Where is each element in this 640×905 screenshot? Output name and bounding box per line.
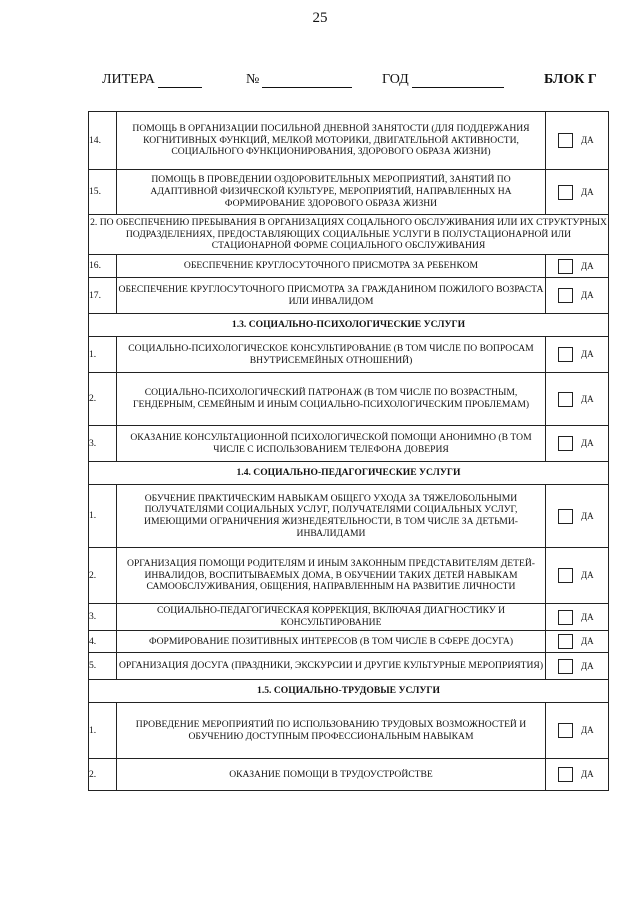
service-row — [89, 373, 609, 426]
year-label: ГОД — [382, 72, 409, 87]
checkbox-group — [546, 568, 608, 583]
yes-label: ДА — [581, 769, 594, 780]
checkbox-cell — [546, 703, 609, 759]
subheading-row — [89, 215, 609, 255]
service-description: ОБЕСПЕЧЕНИЕ КРУГЛОСУТОЧНОГО ПРИСМОТРА ЗА ГРАЖДАНИНОМ ПОЖИЛОГО ВОЗРАСТА ИЛИ ИНВАЛИДОМ — [117, 278, 546, 314]
service-description: ПОМОЩЬ В ПРОВЕДЕНИИ ОЗДОРОВИТЕЛЬНЫХ МЕРОПРИЯТИЙ, ЗАНЯТИЙ ПО АДАПТИВНОЙ ФИЗИЧЕСКОЙ КУЛЬТУРЕ, МЕРОПРИЯТИЙ, НАПРАВЛЕННЫХ НА ФОРМИРОВАНИЕ ЗДОРОВОГО ОБРАЗА ЖИЗНИ — [117, 170, 546, 215]
row-number: 5. — [89, 653, 117, 680]
checkbox-cell — [546, 548, 609, 604]
row-number: 2. — [89, 373, 117, 426]
service-description: ФОРМИРОВАНИЕ ПОЗИТИВНЫХ ИНТЕРЕСОВ (В ТОМ ЧИСЛЕ В СФЕРЕ ДОСУГА) — [117, 631, 546, 653]
row-number: 16. — [89, 255, 117, 278]
yes-label: ДА — [581, 393, 594, 404]
checkbox-group — [546, 288, 608, 303]
row-number: 2. — [89, 759, 117, 791]
service-description: ОРГАНИЗАЦИЯ ПОМОЩИ РОДИТЕЛЯМ И ИНЫМ ЗАКОННЫМ ПРЕДСТАВИТЕЛЯМ ДЕТЕЙ-ИНВАЛИДОВ, ВОСПИТЫВАЕМЫХ ДОМА, В ОБУЧЕНИИ ТАКИХ ДЕТЕЙ НАВЫКАМ САМООБСЛУЖИВАНИЯ, ОБЩЕНИЯ, НАПРАВЛЕННЫМ НА РАЗВИТИЕ ЛИЧНОСТИ — [117, 548, 546, 604]
service-row — [89, 112, 609, 170]
section-title: 1.3. СОЦИАЛЬНО-ПСИХОЛОГИЧЕСКИЕ УСЛУГИ — [89, 314, 609, 337]
yes-label: ДА — [581, 135, 594, 146]
row-number: 14. — [89, 112, 117, 170]
checkbox-group — [546, 509, 608, 524]
yes-label: ДА — [581, 611, 594, 622]
service-description: СОЦИАЛЬНО-ПЕДАГОГИЧЕСКАЯ КОРРЕКЦИЯ, ВКЛЮЧАЯ ДИАГНОСТИКУ И КОНСУЛЬТИРОВАНИЕ — [117, 604, 546, 631]
service-row — [89, 604, 609, 631]
service-row — [89, 653, 609, 680]
yes-checkbox[interactable] — [558, 659, 573, 674]
row-number: 2. — [89, 548, 117, 604]
checkbox-cell — [546, 255, 609, 278]
checkbox-cell — [546, 170, 609, 215]
checkbox-group — [546, 767, 608, 782]
checkbox-cell — [546, 373, 609, 426]
service-description: СОЦИАЛЬНО-ПСИХОЛОГИЧЕСКИЙ ПАТРОНАЖ (В ТОМ ЧИСЛЕ ПО ВОЗРАСТНЫМ, ГЕНДЕРНЫМ, СЕМЕЙНЫМ И ИНЫМ СОЦИАЛЬНО-ПСИХОЛОГИЧЕСКИМ ПРОБЛЕМАМ) — [117, 373, 546, 426]
section-title: 1.5. СОЦИАЛЬНО-ТРУДОВЫЕ УСЛУГИ — [89, 680, 609, 703]
yes-checkbox[interactable] — [558, 767, 573, 782]
service-row — [89, 631, 609, 653]
yes-checkbox[interactable] — [558, 347, 573, 362]
service-row — [89, 703, 609, 759]
checkbox-group — [546, 185, 608, 200]
yes-label: ДА — [581, 660, 594, 671]
subheading-text: 2. ПО ОБЕСПЕЧЕНИЮ ПРЕБЫВАНИЯ В ОРГАНИЗАЦИЯХ СОЦАЛЬНОГО ОБСЛУЖИВАНИЯ ИЛИ ИХ СТРУКТУРНЫХ ПОДРАЗДЕЛЕНИЯХ, ПРЕДОСТАВЛЯЮЩИХ СОЦИАЛЬНЫЕ УСЛУГИ В ПОЛУСТАЦИОНАРНОЙ ИЛИ СТАЦИОНАРНОЙ ФОРМЕ СОЦИАЛЬНОГО ОБСЛУЖИВАНИЯ — [89, 215, 609, 255]
checkbox-cell — [546, 604, 609, 631]
checkbox-cell — [546, 112, 609, 170]
services-table-body — [89, 112, 609, 791]
section-header-row — [89, 462, 609, 485]
row-number: 1. — [89, 485, 117, 548]
section-header-row — [89, 314, 609, 337]
checkbox-cell — [546, 278, 609, 314]
form-header — [94, 72, 600, 94]
yes-checkbox[interactable] — [558, 185, 573, 200]
service-description: ОБЕСПЕЧЕНИЕ КРУГЛОСУТОЧНОГО ПРИСМОТРА ЗА РЕБЕНКОМ — [117, 255, 546, 278]
service-row — [89, 255, 609, 278]
block-label: БЛОК Г — [544, 72, 597, 87]
service-description: ПРОВЕДЕНИЕ МЕРОПРИЯТИЙ ПО ИСПОЛЬЗОВАНИЮ ТРУДОВЫХ ВОЗМОЖНОСТЕЙ И ОБУЧЕНИЮ ДОСТУПНЫМ ПРОФЕССИОНАЛЬНЫМ НАВЫКАМ — [117, 703, 546, 759]
yes-label: ДА — [581, 510, 594, 521]
litera-blank[interactable] — [158, 73, 202, 88]
row-number: 3. — [89, 426, 117, 462]
yes-checkbox[interactable] — [558, 436, 573, 451]
services-table — [88, 111, 609, 791]
checkbox-cell — [546, 485, 609, 548]
row-number: 3. — [89, 604, 117, 631]
yes-checkbox[interactable] — [558, 259, 573, 274]
checkbox-group — [546, 723, 608, 738]
yes-label: ДА — [581, 636, 594, 647]
page-number: 25 — [312, 10, 328, 26]
checkbox-group — [546, 634, 608, 649]
number-label: № — [246, 72, 260, 87]
row-number: 1. — [89, 703, 117, 759]
service-row — [89, 548, 609, 604]
checkbox-cell — [546, 337, 609, 373]
checkbox-group — [546, 347, 608, 362]
service-description: ОРГАНИЗАЦИЯ ДОСУГА (ПРАЗДНИКИ, ЭКСКУРСИИ И ДРУГИЕ КУЛЬТУРНЫЕ МЕРОПРИЯТИЯ) — [117, 653, 546, 680]
checkbox-group — [546, 610, 608, 625]
checkbox-group — [546, 659, 608, 674]
yes-checkbox[interactable] — [558, 392, 573, 407]
service-description: ОКАЗАНИЕ ПОМОЩИ В ТРУДОУСТРОЙСТВЕ — [117, 759, 546, 791]
service-description: ОБУЧЕНИЕ ПРАКТИЧЕСКИМ НАВЫКАМ ОБЩЕГО УХОДА ЗА ТЯЖЕЛОБОЛЬНЫМИ ПОЛУЧАТЕЛЯМИ СОЦИАЛЬНЫХ УСЛУГ, ПОЛУЧАТЕЛЯМИ СОЦИАЛЬНЫХ УСЛУГ, ИМЕЮЩИМИ ОГРАНИЧЕНИЯ ЖИЗНЕДЕЯТЕЛЬНОСТИ, В ТОМ ЧИСЛЕ ЗА ДЕТЬМИ-ИНВАЛИДАМИ — [117, 485, 546, 548]
yes-checkbox[interactable] — [558, 610, 573, 625]
service-row — [89, 759, 609, 791]
service-row — [89, 485, 609, 548]
checkbox-group — [546, 259, 608, 274]
yes-checkbox[interactable] — [558, 133, 573, 148]
yes-checkbox[interactable] — [558, 509, 573, 524]
row-number: 15. — [89, 170, 117, 215]
litera-field — [102, 72, 202, 88]
year-blank[interactable] — [412, 73, 504, 88]
service-row — [89, 170, 609, 215]
yes-checkbox[interactable] — [558, 568, 573, 583]
checkbox-group — [546, 133, 608, 148]
yes-label: ДА — [581, 349, 594, 360]
yes-label: ДА — [581, 438, 594, 449]
service-row — [89, 337, 609, 373]
section-header-row — [89, 680, 609, 703]
service-description: ПОМОЩЬ В ОРГАНИЗАЦИИ ПОСИЛЬНОЙ ДНЕВНОЙ ЗАНЯТОСТИ (ДЛЯ ПОДДЕРЖАНИЯ КОГНИТИВНЫХ ФУНКЦИЙ, МЕЛКОЙ МОТОРИКИ, ДВИГАТЕЛЬНОЙ АКТИВНОСТИ, СОЦИАЛЬНОГО ФУНКЦИОНИРОВАНИЯ, ЗДОРОВОГО ОБРАЗА ЖИЗНИ) — [117, 112, 546, 170]
number-blank[interactable] — [262, 73, 352, 88]
yes-label: ДА — [581, 260, 594, 271]
yes-label: ДА — [581, 290, 594, 301]
service-row — [89, 426, 609, 462]
litera-label: ЛИТЕРА — [102, 72, 155, 87]
yes-label: ДА — [581, 570, 594, 581]
service-description: СОЦИАЛЬНО-ПСИХОЛОГИЧЕСКОЕ КОНСУЛЬТИРОВАНИЕ (В ТОМ ЧИСЛЕ ПО ВОПРОСАМ ВНУТРИСЕМЕЙНЫХ ОТНОШЕНИЙ) — [117, 337, 546, 373]
checkbox-cell — [546, 631, 609, 653]
section-title: 1.4. СОЦИАЛЬНО-ПЕДАГОГИЧЕСКИЕ УСЛУГИ — [89, 462, 609, 485]
year-field — [382, 72, 504, 88]
yes-checkbox[interactable] — [558, 288, 573, 303]
row-number: 4. — [89, 631, 117, 653]
checkbox-group — [546, 392, 608, 407]
checkbox-group — [546, 436, 608, 451]
yes-checkbox[interactable] — [558, 634, 573, 649]
service-description: ОКАЗАНИЕ КОНСУЛЬТАЦИОННОЙ ПСИХОЛОГИЧЕСКОЙ ПОМОЩИ АНОНИМНО (В ТОМ ЧИСЛЕ С ИСПОЛЬЗОВАНИЕМ ТЕЛЕФОНА ДОВЕРИЯ — [117, 426, 546, 462]
row-number: 17. — [89, 278, 117, 314]
yes-label: ДА — [581, 725, 594, 736]
checkbox-cell — [546, 759, 609, 791]
row-number: 1. — [89, 337, 117, 373]
checkbox-cell — [546, 653, 609, 680]
checkbox-cell — [546, 426, 609, 462]
service-row — [89, 278, 609, 314]
yes-label: ДА — [581, 186, 594, 197]
yes-checkbox[interactable] — [558, 723, 573, 738]
number-field — [246, 72, 352, 88]
